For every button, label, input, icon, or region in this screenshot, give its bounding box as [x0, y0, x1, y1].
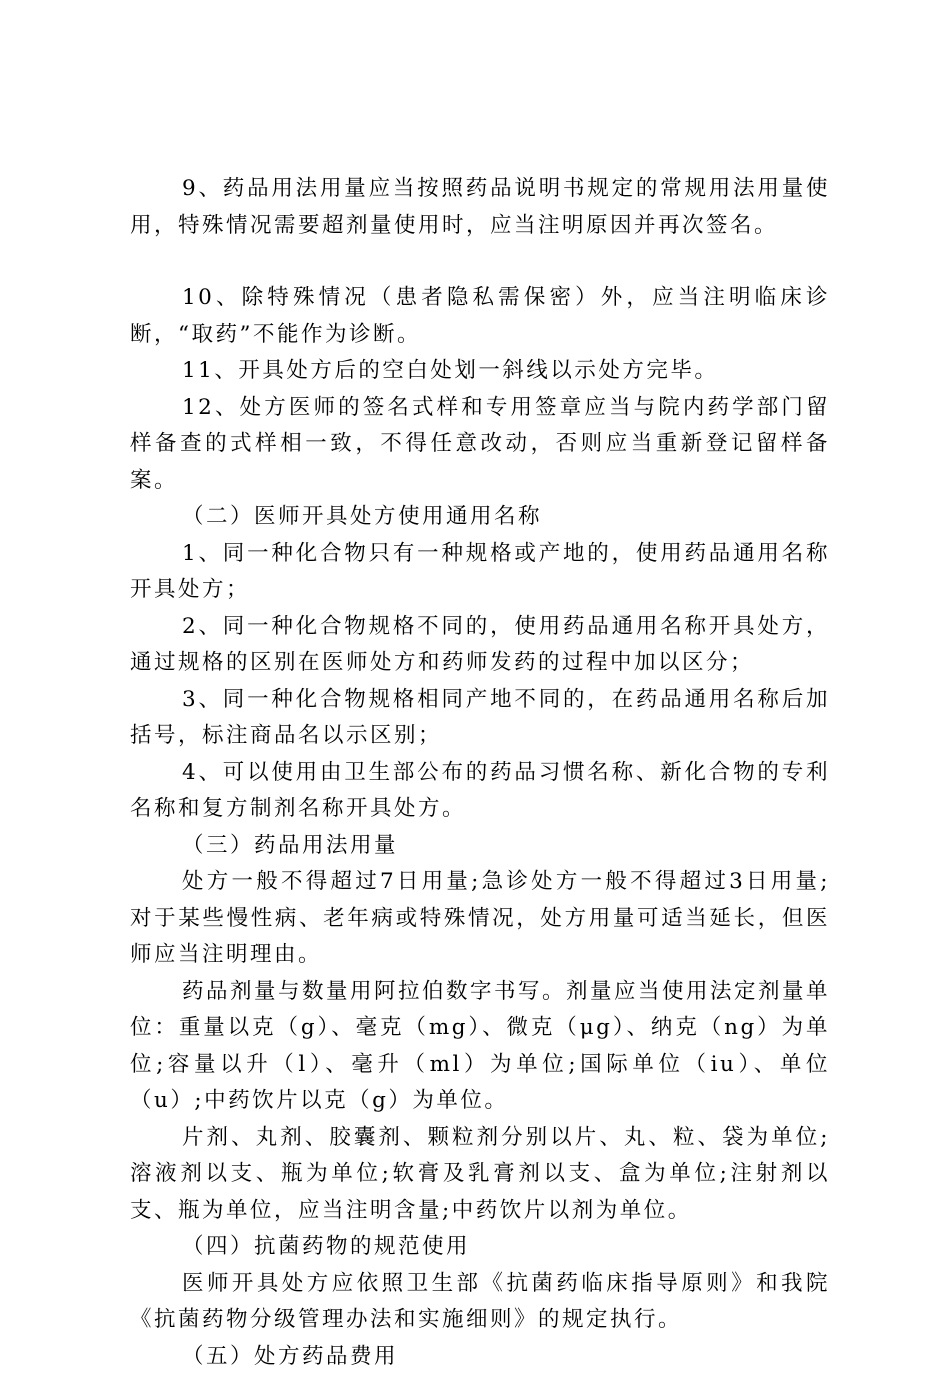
paragraph-item-9: 9、药品用法用量应当按照药品说明书规定的常规用法用量使用，特殊情况需要超剂量使用时，应当注明原因并再次签名。: [130, 171, 830, 244]
section-heading-antibacterial: （四）抗菌药物的规范使用: [130, 1229, 830, 1266]
paragraph-generic-name-3: 3、同一种化合物规格相同产地不同的，在药品通用名称后加括号，标注商品名以示区别；: [130, 682, 830, 755]
paragraph-dosage-units: 药品剂量与数量用阿拉伯数字书写。剂量应当使用法定剂量单位：重量以克（g）、毫克（mg）、微克（μg）、纳克（ng）为单位;容量以升（l）、毫升（ml）为单位;国际单位（iu）、单位（u）;中药饮片以克（g）为单位。: [130, 974, 830, 1120]
paragraph-generic-name-4: 4、可以使用由卫生部公布的药品习惯名称、新化合物的专利名称和复方制剂名称开具处方。: [130, 755, 830, 828]
paragraph-generic-name-1: 1、同一种化合物只有一种规格或产地的，使用药品通用名称开具处方；: [130, 536, 830, 609]
paragraph-dosage-forms: 片剂、丸剂、胶囊剂、颗粒剂分别以片、丸、粒、袋为单位;溶液剂以支、瓶为单位;软膏及乳膏剂以支、盒为单位;注射剂以支、瓶为单位，应当注明含量;中药饮片以剂为单位。: [130, 1120, 830, 1230]
section-heading-cost: （五）处方药品费用: [130, 1339, 830, 1375]
paragraph-item-10: 10、除特殊情况（患者隐私需保密）外，应当注明临床诊断，“取药”不能作为诊断。: [130, 280, 830, 353]
document-body: [130, 171, 830, 1375]
paragraph-item-11: 11、开具处方后的空白处划一斜线以示处方完毕。: [130, 353, 830, 390]
paragraph-antibacterial: 医师开具处方应依照卫生部《抗菌药临床指导原则》和我院《抗菌药物分级管理办法和实施细则》的规定执行。: [130, 1266, 830, 1339]
paragraph-dosage-days: 处方一般不得超过7日用量;急诊处方一般不得超过3日用量;对于某些慢性病、老年病或特殊情况，处方用量可适当延长，但医师应当注明理由。: [130, 864, 830, 974]
paragraph-item-12: 12、处方医师的签名式样和专用签章应当与院内药学部门留样备查的式样相一致，不得任意改动，否则应当重新登记留样备案。: [130, 390, 830, 500]
section-heading-generic-name: （二）医师开具处方使用通用名称: [130, 499, 830, 536]
section-heading-dosage: （三）药品用法用量: [130, 828, 830, 865]
paragraph-generic-name-2: 2、同一种化合物规格不同的，使用药品通用名称开具处方，通过规格的区别在医师处方和药师发药的过程中加以区分；: [130, 609, 830, 682]
